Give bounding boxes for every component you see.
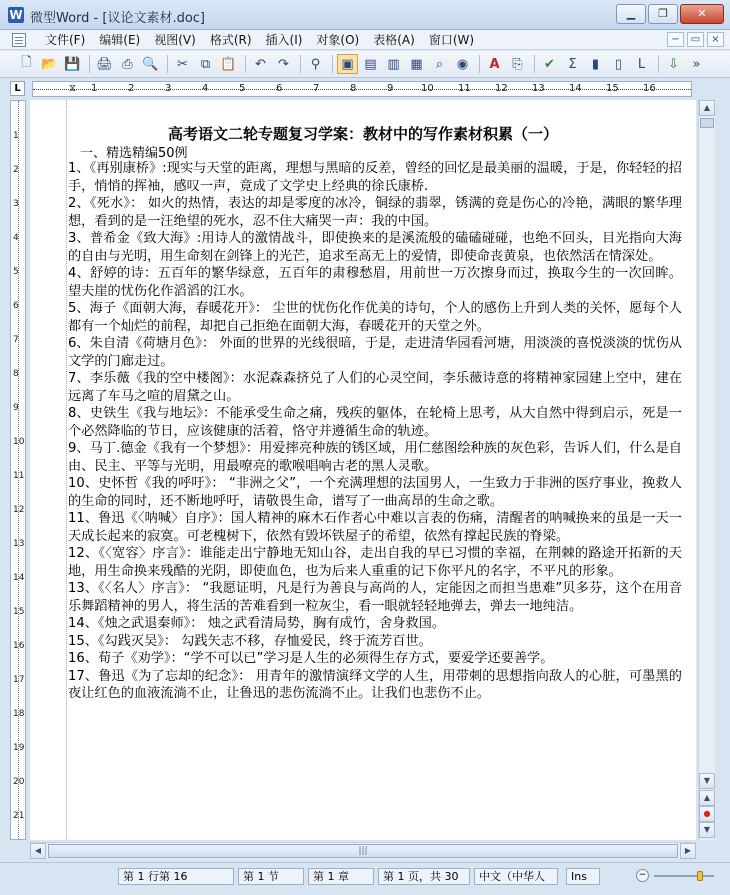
standard-toolbar xyxy=(0,51,730,78)
paragraph[interactable]: 17、鲁迅《为了忘却的纪念》： 用青年的激情演绎文学的人生，用带刺的思想指向敌人的心脏，可墨黑的夜让红色的血液流淌不止，让鲁迅的悲伤流淌不止。让我们也悲伤不止。 xyxy=(68,668,682,701)
scroll-up-button[interactable]: ▲ xyxy=(699,100,715,116)
spell-check-icon[interactable]: ✔ xyxy=(544,56,555,72)
scroll-thumb[interactable] xyxy=(700,118,714,128)
toolbar-separator xyxy=(332,55,333,73)
doc-restore-button[interactable]: ▭ xyxy=(687,32,704,47)
ruler-mark: 8 xyxy=(350,83,357,94)
horizontal-scrollbar[interactable] xyxy=(30,842,696,859)
status-chapter: 第 1 章 xyxy=(308,868,374,885)
paragraph[interactable]: 14、《烛之武退秦师》： 烛之武看清局势，胸有成竹，舍身救国。 xyxy=(68,616,446,631)
vruler-mark: 6 xyxy=(13,301,19,311)
menu-insert[interactable]: 插入(I) xyxy=(265,33,303,47)
toolbar-separator xyxy=(534,55,535,73)
window-controls xyxy=(616,4,724,24)
vruler-mark: 16 xyxy=(13,641,25,651)
ruler-mark: 12 xyxy=(495,83,508,94)
paragraph[interactable]: 8、史铁生《我与地坛》：不能承受生命之痛，残疾的躯体，在轮椅上思考，从大自然中得到启示，死是一个必然降临的节日，应该健康的活着，恪守并遵循生命的轨迹。 xyxy=(68,406,682,439)
vruler-mark: 17 xyxy=(13,675,25,685)
paragraph[interactable]: 1、《再别康桥》:现实与天堂的距离，理想与黑暗的反差，曾经的回忆是最美丽的温暖，于是，你轻轻的招手，悄悄的挥袖，感叹一声，竟成了文学史上经典的徐氏康桥. xyxy=(68,161,682,194)
status-bar xyxy=(0,862,730,895)
ruler-mark: 6 xyxy=(276,83,283,94)
menu-table[interactable]: 表格(A) xyxy=(373,33,415,47)
vruler-mark: 9 xyxy=(13,403,19,413)
ruler-mark: 2 xyxy=(128,83,135,94)
paragraph[interactable]: 5、海子《面朝大海，春暖花开》： 尘世的忧伤化作优美的诗句，个人的感伤上升到人类的关怀，愿每个人都有一个灿烂的前程，却把自己拒绝在面朝大海，春暖花开的天堂之外。 xyxy=(68,301,682,334)
font-color-icon[interactable]: A xyxy=(489,56,500,72)
section-heading[interactable]: 一、精选精编50例 xyxy=(80,146,188,161)
paragraph[interactable]: 15、《勾践灭吴》： 勾践矢志不移，存恤爱民，终于流芳百世。 xyxy=(68,633,432,649)
document-title[interactable]: 高考语文二轮专题复习学案：教材中的写作素材积累（一） xyxy=(167,125,558,143)
insert-object-icon[interactable]: ▯ xyxy=(614,56,623,72)
vruler-mark: 7 xyxy=(13,335,19,345)
paragraph[interactable]: 2、《死水》： 如火的热情，表达的却是零度的冰冷，铜绿的翡翠，锈满的竟是伤心的冷艳，满眼的繁华理想，看到的是一汪绝望的死水，忍不住大痛哭一声：我的中国。 xyxy=(68,196,682,229)
undo-icon[interactable]: ↶ xyxy=(255,56,266,72)
page-view-icon[interactable]: ▣ xyxy=(337,54,358,74)
vruler-mark: 10 xyxy=(13,437,25,447)
vruler-mark: 21 xyxy=(13,811,25,821)
minimize-button[interactable]: ▁ xyxy=(616,4,646,24)
vruler-mark: 3 xyxy=(13,199,19,209)
menu-object[interactable]: 对象(O) xyxy=(316,33,360,47)
outline-view-icon[interactable]: ▥ xyxy=(387,56,400,72)
ruler-mark: 13 xyxy=(532,83,545,94)
ruler-mark: 5 xyxy=(239,83,246,94)
save-icon[interactable]: 💾 xyxy=(64,56,81,72)
menu-edit[interactable]: 编辑(E) xyxy=(99,33,141,47)
ruler-indent-marker[interactable]: ⧖ xyxy=(69,83,77,94)
vruler-mark: 12 xyxy=(13,505,25,515)
vruler-mark: 15 xyxy=(13,607,25,617)
scroll-left-button[interactable]: ◀ xyxy=(30,843,46,859)
toolbar-separator xyxy=(167,55,168,73)
vruler-mark: 19 xyxy=(13,743,25,753)
menu-format[interactable]: 格式(R) xyxy=(209,33,252,47)
word-count-icon[interactable]: Σ xyxy=(568,56,577,72)
web-view-icon[interactable]: ▦ xyxy=(410,56,423,72)
tab-stop-selector[interactable]: L xyxy=(10,81,25,96)
paste-icon[interactable]: 📋 xyxy=(220,56,237,72)
vruler-mark: 8 xyxy=(13,369,19,379)
new-icon[interactable]: 🗋 xyxy=(21,55,32,70)
ruler-mark: 14 xyxy=(569,83,582,94)
vertical-ruler[interactable] xyxy=(10,100,26,840)
fit-icon[interactable]: ⇩ xyxy=(668,56,679,72)
zoom-slider[interactable] xyxy=(636,872,720,880)
vruler-mark: 14 xyxy=(13,573,25,583)
ruler-mark: 7 xyxy=(313,83,320,94)
more-icon[interactable]: » xyxy=(692,56,701,72)
scroll-right-button[interactable]: ▶ xyxy=(680,843,696,859)
window-title: 微型Word - [议论文素材.doc] xyxy=(30,11,205,26)
paragraph[interactable]: 13、《〈名人〉序言》： “我愿证明，凡是行为善良与高尚的人，定能因之而担当患难”贝多芬，这个在用音乐舞蹈精神的男人，将生活的苦难看到一粒灰尘，看一眼就轻轻地弹去，弹去一地纯洁。 xyxy=(68,581,682,614)
ruler-mark: 15 xyxy=(606,83,619,94)
print-icon[interactable]: 🖨 xyxy=(96,56,113,72)
paragraph[interactable]: 9、马丁.德金《我有一个梦想》：用爱摔亮种族的锈区域，用仁慈图绘种族的灰色彩，告诉人们，什么是自由、民主、平等与光明，用最嘹亮的歌喉唱响古老的黑人灵歌。 xyxy=(68,441,682,474)
copy-icon[interactable]: ⧉ xyxy=(200,56,211,72)
next-page-button[interactable]: ▼ xyxy=(699,822,715,838)
toolbar-separator xyxy=(89,55,90,73)
zoom-icon[interactable]: ⌕ xyxy=(435,56,444,72)
paragraph[interactable]: 7、李乐薇《我的空中楼阁》：水泥森森挤兑了人们的心灵空间，李乐薇诗意的将精神家园建上空中，建在远离了车马之喧的眉黛之山。 xyxy=(68,371,682,404)
frame-icon[interactable]: L xyxy=(637,56,646,72)
ruler-mark: 16 xyxy=(643,83,656,94)
toolbar-separator xyxy=(245,55,246,73)
paragraph[interactable]: 4、舒婷的诗：五百年的繁华绿意，五百年的肃穆愁眉，用前世一万次擦身而过，换取今生的一次回眸。望夫崖的忧伤化作滔滔的江水。 xyxy=(68,266,682,299)
vruler-mark: 18 xyxy=(13,709,25,719)
paragraph[interactable]: 6、朱自清《荷塘月色》： 外面的世界的光线很暗，于是，走进清华园看河塘，用淡淡的喜悦淡淡的忧伤从文学的门廊走过。 xyxy=(68,336,682,369)
paragraph[interactable]: 12、《〈宽容〉序言》：谁能走出宁静地无知山谷，走出自我的早已习惯的幸福，在荆棘的路途开拓新的天地，用生命换来残酷的光阴，即使血色，也为后来人重重的记下你平凡的名字，不平凡的形象。 xyxy=(68,546,682,579)
select-browse-object-button[interactable]: ● xyxy=(699,806,715,822)
vertical-scrollbar[interactable] xyxy=(698,100,715,840)
word-app-icon[interactable]: W xyxy=(9,8,23,22)
horizontal-ruler[interactable] xyxy=(32,81,692,97)
prev-page-button[interactable]: ▲ xyxy=(699,790,715,806)
ruler-row xyxy=(0,79,730,99)
scroll-down-button[interactable]: ▼ xyxy=(699,773,715,789)
vruler-mark: 1 xyxy=(13,131,19,141)
toolbar-separator xyxy=(658,55,659,73)
menu-view[interactable]: 视图(V) xyxy=(154,33,196,47)
paragraph[interactable]: 16、荀子《劝学》：“学不可以已”学习是人生的必须得生存方式，要爱学还要善学。 xyxy=(68,651,554,666)
menu-window[interactable]: 窗口(W) xyxy=(428,33,475,47)
maximize-button[interactable]: ❐ xyxy=(648,4,678,24)
cut-icon[interactable]: ✂ xyxy=(177,56,188,72)
vruler-mark: 20 xyxy=(13,777,25,787)
vruler-dots xyxy=(18,101,19,839)
vruler-mark: 13 xyxy=(13,539,25,549)
document-body[interactable] xyxy=(68,160,682,703)
print-preview-icon[interactable]: 🔍 xyxy=(142,56,159,72)
vruler-mark: 5 xyxy=(13,267,19,277)
format-painter-icon[interactable]: ▮ xyxy=(591,56,600,72)
ruler-mark: 3 xyxy=(165,83,172,94)
vruler-mark: 11 xyxy=(13,471,25,481)
ruler-mark: 10 xyxy=(421,83,434,94)
status-page: 第 1 页，共 30 xyxy=(378,868,470,885)
ruler-mark: 11 xyxy=(458,83,471,94)
zoom-out-icon[interactable]: − xyxy=(636,869,649,882)
document-canvas[interactable] xyxy=(30,100,696,840)
doc-close-button[interactable]: × xyxy=(707,32,724,47)
close-button[interactable]: ✕ xyxy=(680,4,724,24)
ruler-mark: 1 xyxy=(91,83,98,94)
paragraph[interactable]: 10、史怀哲《我的呼吁》： “非洲之父”，一个充满理想的法国男人，一生致力于非洲的医疗事业，挽救人的生命的同时，还不断地呼吁，请敬畏生命，谱写了一曲高昂的生命之歌。 xyxy=(68,476,682,509)
status-language: 中文（中华人 xyxy=(474,868,558,885)
color-icon[interactable]: ◉ xyxy=(456,56,469,72)
status-section: 第 1 节 xyxy=(238,868,304,885)
toolbar-separator xyxy=(479,55,480,73)
pdf-icon[interactable]: ⎙ xyxy=(122,56,133,72)
paragraph[interactable]: 11、鲁迅《〈呐喊〉自序》：国人精神的麻木石作者心中难以言表的伤痛，清醒者的呐喊换来的虽是一天一天成长起来的寂寞。可老槐树下，依然有毁坏铁屋子的希望，依然有撑起民族的脊梁。 xyxy=(68,511,682,544)
menu-file[interactable]: 文件(F) xyxy=(45,33,86,47)
find-icon[interactable]: ⚲ xyxy=(310,56,321,72)
document-icon[interactable] xyxy=(12,33,26,47)
status-insert-mode[interactable]: Ins xyxy=(566,868,600,885)
doc-minimize-button[interactable]: − xyxy=(667,32,684,47)
paragraph[interactable]: 3、普希金《致大海》:用诗人的激情战斗，即使换来的是溪流般的磕磕碰碰，也绝不回头，目光指向大海的自由与光明，用生命刻在剑锋上的光芒，追求至高无上的爱情，即使命丧黄泉，也依然活在情深处。 xyxy=(68,231,682,264)
toolbar-separator xyxy=(300,55,301,73)
redo-icon[interactable]: ↷ xyxy=(278,56,289,72)
ruler-mark: 9 xyxy=(387,83,394,94)
vruler-mark: 2 xyxy=(13,165,19,175)
zoom-knob[interactable] xyxy=(697,871,703,881)
title-bar xyxy=(0,0,730,30)
vruler-mark: 4 xyxy=(13,233,19,243)
normal-view-icon[interactable]: ▤ xyxy=(364,56,377,72)
status-line-column: 第 1 行第 16 xyxy=(118,868,234,885)
format-icon[interactable]: ⎘ xyxy=(512,56,523,72)
margin-guide xyxy=(66,100,67,840)
zoom-track[interactable] xyxy=(654,875,714,877)
ruler-mark: 4 xyxy=(202,83,209,94)
menu-bar xyxy=(0,30,730,50)
open-icon[interactable]: 📂 xyxy=(41,56,58,72)
horizontal-scroll-thumb[interactable]: ||| xyxy=(48,844,678,858)
